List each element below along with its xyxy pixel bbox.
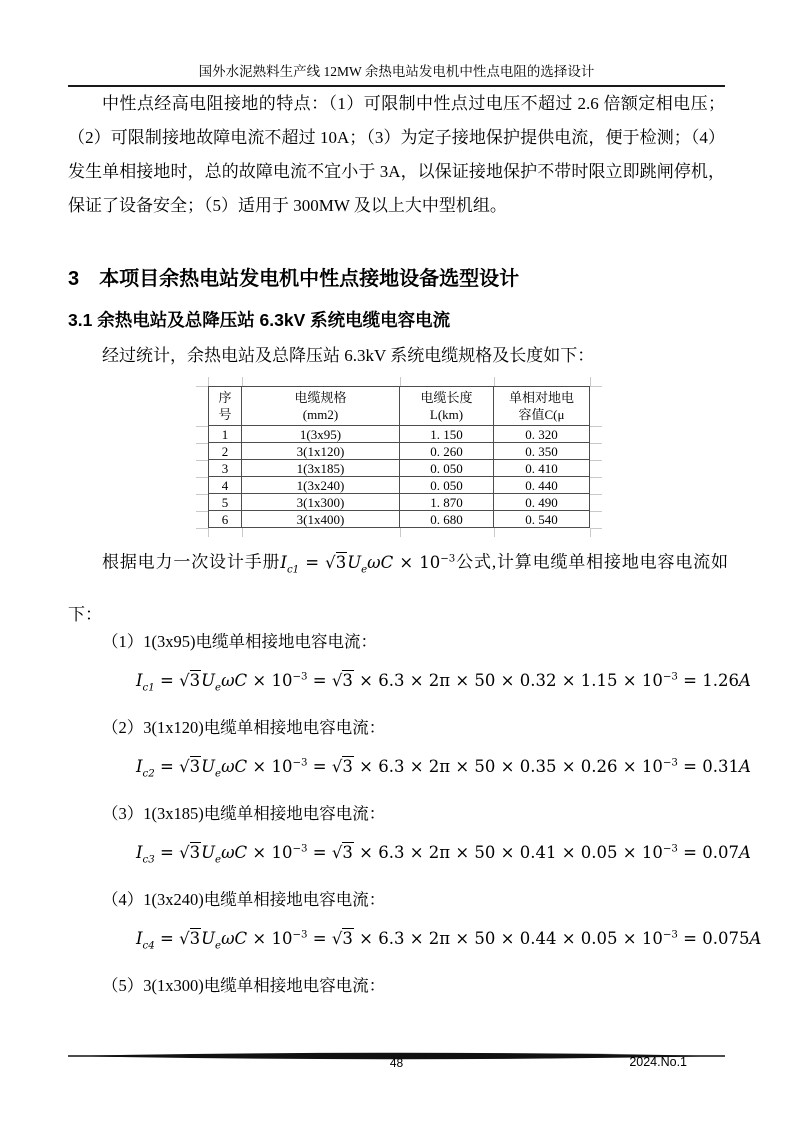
gridline-extension	[196, 511, 208, 512]
gridline-extension	[400, 377, 401, 386]
calc-formula: $I_{c4} = √3U_e\omega C \times 10^{-3} = √3 \times 6.3 \times 2\pi \times 50 \times 0.44 \times 0.05 \times 10^{-3} = 0.075A$	[136, 929, 762, 952]
calculation-list	[68, 618, 762, 1005]
inline-formula: $I_{c1} = √3U_e\omega C \times 10^{-3}$	[280, 552, 456, 575]
calc-item-label: （1）1(3x95)电缆单相接地电容电流：	[102, 631, 377, 651]
table-cell: 0. 540	[494, 511, 590, 528]
table-cell: 5	[209, 494, 242, 511]
table-header-cell-capacitance: 单相对地电 容值C(μ	[494, 387, 590, 426]
cable-spec-table	[208, 386, 590, 528]
table-cell: 0. 050	[400, 477, 494, 494]
table-cell: 2	[209, 443, 242, 460]
table-cell: 0. 050	[400, 460, 494, 477]
gridline-extension	[196, 494, 208, 495]
table-header-row	[209, 387, 590, 426]
cable-table-wrap	[208, 386, 590, 528]
journal-issue-label: 2024.No.1	[629, 1055, 687, 1069]
footer-rule	[68, 1047, 725, 1055]
subsection-heading: 3.1 余热电站及总降压站 6.3kV 系统电缆电容电流	[68, 310, 451, 330]
gridline-extension	[590, 477, 602, 478]
formula-paragraph-suffix: 公式,计算电缆单相接地电容电流如下：	[68, 552, 729, 624]
gridline-extension	[590, 386, 602, 387]
table-cell: 3(1x120)	[242, 443, 400, 460]
calc-formula: $I_{c1} = √3U_e\omega C \times 10^{-3} = √3 \times 6.3 \times 2\pi \times 50 \times 0.32 \times 1.15 \times 10^{-3} = 1.26A$	[136, 671, 751, 694]
gridline-extension	[590, 443, 602, 444]
table-body	[209, 426, 590, 528]
calc-item-label: （4）1(3x240)电缆单相接地电容电流：	[102, 889, 386, 909]
table-row	[209, 443, 590, 460]
table-cell: 3(1x300)	[242, 494, 400, 511]
table-cell: 3(1x400)	[242, 511, 400, 528]
gridline-extension	[494, 528, 495, 537]
gridline-extension	[590, 528, 591, 537]
header-title: 国外水泥熟料生产线 12MW 余热电站发电机中性点电阻的选择设计	[198, 64, 595, 79]
table-row	[209, 426, 590, 443]
calc-formula: $I_{c3} = √3U_e\omega C \times 10^{-3} = √3 \times 6.3 \times 2\pi \times 50 \times 0.41 \times 0.05 \times 10^{-3} = 0.07A$	[136, 843, 751, 866]
calc-item-label: （3）1(3x185)电缆单相接地电容电流：	[102, 803, 386, 823]
gridline-extension	[196, 386, 208, 387]
stats-paragraph: 经过统计，余热电站及总降压站 6.3kV 系统电缆规格及长度如下：	[102, 346, 595, 365]
calc-formula: $I_{c2} = √3U_e\omega C \times 10^{-3} = √3 \times 6.3 \times 2\pi \times 50 \times 0.35 \times 0.26 \times 10^{-3} = 0.31A$	[136, 757, 751, 780]
table-header-cell-length: 电缆长度 L(km)	[400, 387, 494, 426]
table-header-cell-spec: 电缆规格 (mm2)	[242, 387, 400, 426]
table-head	[209, 387, 590, 426]
gridline-extension	[400, 528, 401, 537]
gridline-extension	[590, 528, 602, 529]
table-cell: 1(3x95)	[242, 426, 400, 443]
gridline-extension	[590, 426, 602, 427]
table-cell: 0. 440	[494, 477, 590, 494]
gridline-extension	[590, 511, 602, 512]
table-header-cell-index: 序 号	[209, 387, 242, 426]
gridline-extension	[196, 528, 208, 529]
table-cell: 0. 680	[400, 511, 494, 528]
table-row	[209, 494, 590, 511]
gridline-extension	[208, 377, 209, 386]
gridline-extension	[196, 426, 208, 427]
gridline-extension	[208, 528, 209, 537]
gridline-extension	[590, 460, 602, 461]
table-row	[209, 511, 590, 528]
gridline-extension	[494, 377, 495, 386]
gridline-extension	[196, 477, 208, 478]
table-cell: 0. 490	[494, 494, 590, 511]
table-cell: 6	[209, 511, 242, 528]
gridline-extension	[590, 377, 591, 386]
table-cell: 0. 260	[400, 443, 494, 460]
table-cell: 1. 150	[400, 426, 494, 443]
table-cell: 1(3x185)	[242, 460, 400, 477]
table-row	[209, 477, 590, 494]
intro-paragraph: 中性点经高电阻接地的特点：（1）可限制中性点过电压不超过 2.6 倍额定相电压；（2）可限制接地故障电流不超过 10A；（3）为定子接地保护提供电流，便于检测；（4）发生单相接地时，总的故障电流不宜小于 3A，以保证接地保护不带时限立即跳闸停机，保证了设备安全；（5）适用于 300MW 及以上大中型机组。	[68, 94, 725, 215]
calc-item-label: （2）3(1x120)电缆单相接地电容电流：	[102, 717, 386, 737]
table-cell: 0. 320	[494, 426, 590, 443]
gridline-extension	[196, 443, 208, 444]
section-heading: 3 本项目余热电站发电机中性点接地设备选型设计	[68, 268, 520, 290]
table-cell: 1(3x240)	[242, 477, 400, 494]
table-cell: 0. 350	[494, 443, 590, 460]
gridline-extension	[196, 460, 208, 461]
page-number: 48	[389, 1056, 404, 1070]
table-cell: 4	[209, 477, 242, 494]
table-cell: 0. 410	[494, 460, 590, 477]
table-row	[209, 460, 590, 477]
gridline-extension	[242, 377, 243, 386]
table-cell: 1. 870	[400, 494, 494, 511]
formula-paragraph-prefix: 根据电力一次设计手册	[102, 552, 281, 572]
table-cell: 3	[209, 460, 242, 477]
calc-item-label: （5）3(1x300)电缆单相接地电容电流：	[102, 975, 386, 995]
table-cell: 1	[209, 426, 242, 443]
gridline-extension	[242, 528, 243, 537]
gridline-extension	[590, 494, 602, 495]
